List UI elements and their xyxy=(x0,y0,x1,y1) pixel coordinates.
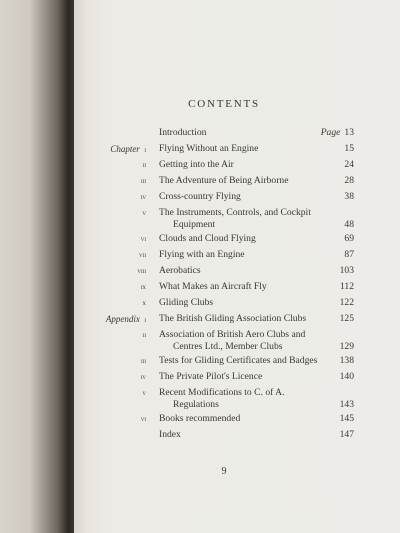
toc-entry-label: Chapter i xyxy=(110,144,146,154)
toc-entry-title-line: Tests for Gliding Certificates and Badges xyxy=(159,355,318,366)
toc-entry-page-number: 15 xyxy=(344,143,354,154)
toc-entry-title-line: The Adventure of Being Airborne xyxy=(159,175,289,186)
toc-entry-title xyxy=(159,127,319,139)
toc-entry-page-number: 87 xyxy=(344,249,354,260)
toc-entry-label: vi xyxy=(140,234,146,243)
toc-entry-label: viii xyxy=(137,266,146,275)
toc-entry-page-number: 129 xyxy=(339,341,354,352)
toc-entry-page-number: 103 xyxy=(339,265,354,276)
toc-entry-label: v xyxy=(142,388,146,397)
toc-entry-title xyxy=(159,281,319,293)
toc-entry-page xyxy=(299,355,354,367)
book-binding-gutter xyxy=(0,0,74,533)
toc-entry-page-number: 38 xyxy=(344,191,354,202)
toc-entry-page xyxy=(299,265,354,277)
toc-entry-page-number: 145 xyxy=(339,413,354,424)
toc-entry-page-number: 138 xyxy=(339,355,354,366)
toc-entry-label: ix xyxy=(140,282,146,291)
toc-entry-title-line: Cross-country Flying xyxy=(159,191,241,202)
toc-entry-page xyxy=(299,127,354,139)
toc-entry-title xyxy=(159,313,319,325)
toc-entry-label: vii xyxy=(139,250,146,259)
toc-entry-page xyxy=(299,341,354,353)
page-word: Page xyxy=(320,127,341,138)
toc-entry-label: v xyxy=(142,208,146,217)
toc-entry-title xyxy=(159,429,319,441)
toc-entry-title-line: Recent Modifications to C. of A. xyxy=(159,387,285,398)
toc-entry-page-number: 24 xyxy=(344,159,354,170)
toc-entry-page-number: 13 xyxy=(344,127,354,138)
toc-entry-title-line: Getting into the Air xyxy=(159,159,234,170)
toc-entry-page-number: 112 xyxy=(339,281,354,292)
toc-entry-title xyxy=(159,371,319,383)
toc-entry-page-number: 147 xyxy=(339,429,354,440)
toc-entry-label: iii xyxy=(141,176,146,185)
toc-entry-title-continuation: Regulations xyxy=(173,399,219,410)
toc-entry-title xyxy=(159,329,319,353)
toc-entry-title xyxy=(159,249,319,261)
toc-entry-title xyxy=(159,175,319,187)
toc-entry-label: ii xyxy=(142,330,146,339)
book-page xyxy=(74,0,400,533)
toc-entry-page xyxy=(299,249,354,261)
toc-entry-title-line: The Instruments, Controls, and Cockpit xyxy=(159,207,311,218)
toc-entry-page-number: 143 xyxy=(339,399,354,410)
toc-entry-title xyxy=(159,191,319,203)
toc-entry-page xyxy=(299,281,354,293)
toc-entry-page-number: 125 xyxy=(339,313,354,324)
toc-entry-page xyxy=(299,175,354,187)
toc-entry-page xyxy=(299,143,354,155)
toc-entry-title xyxy=(159,355,319,367)
toc-entry-title xyxy=(159,143,319,155)
toc-entry-page xyxy=(299,159,354,171)
toc-entry-title-line: The British Gliding Association Clubs xyxy=(159,313,307,324)
toc-entry-label: ii xyxy=(142,160,146,169)
toc-entry-page xyxy=(299,313,354,325)
toc-entry-page-number: 69 xyxy=(344,233,354,244)
toc-entry-title-line: Introduction xyxy=(159,127,207,138)
toc-entry-title xyxy=(159,233,319,245)
toc-entry-page-number: 122 xyxy=(339,297,354,308)
toc-entry-label: Appendix i xyxy=(105,314,146,324)
toc-entry-title-line: Flying Without an Engine xyxy=(159,143,259,154)
toc-entry-title-continuation: Centres Ltd., Member Clubs xyxy=(173,341,283,352)
toc-entry-label: iv xyxy=(140,192,146,201)
toc-entry-title-line: What Makes an Aircraft Fly xyxy=(159,281,267,292)
toc-entry-title-line: Aerobatics xyxy=(159,265,201,276)
toc-entry-page-number: 48 xyxy=(344,219,354,230)
toc-entry-title xyxy=(159,387,319,411)
toc-entry-title xyxy=(159,207,319,231)
toc-entry-title-line: Index xyxy=(159,429,181,440)
toc-entry-title-line: The Private Pilot's Licence xyxy=(159,371,263,382)
toc-entry-page xyxy=(299,413,354,425)
toc-entry-page xyxy=(299,429,354,441)
toc-entry-title-line: Association of British Aero Clubs and xyxy=(159,329,306,340)
toc-entry-title-line: Gliding Clubs xyxy=(159,297,214,308)
toc-entry-title xyxy=(159,159,319,171)
page-number: 9 xyxy=(221,466,227,477)
toc-entry-page xyxy=(299,371,354,383)
toc-entry-page xyxy=(299,219,354,231)
toc-entry-title-line: Books recommended xyxy=(159,413,241,424)
toc-entry-page xyxy=(299,297,354,309)
toc-entry-title-line: Clouds and Cloud Flying xyxy=(159,233,256,244)
toc-entry-label: iv xyxy=(140,372,146,381)
toc-entry-title xyxy=(159,297,319,309)
toc-entry-title-line: Flying with an Engine xyxy=(159,249,245,260)
toc-entry-label: iii xyxy=(141,356,146,365)
toc-entry-title xyxy=(159,265,319,277)
toc-entry-label: x xyxy=(142,298,146,307)
toc-entry-page-number: 28 xyxy=(344,175,354,186)
page-title: CONTENTS xyxy=(188,98,260,110)
toc-entry-page xyxy=(299,191,354,203)
toc-entry-title-continuation: Equipment xyxy=(173,219,216,230)
toc-entry-title xyxy=(159,413,319,425)
toc-entry-label: vi xyxy=(140,414,146,423)
toc-entry-page-number: 140 xyxy=(339,371,354,382)
toc-entry-page xyxy=(299,233,354,245)
toc-entry-page xyxy=(299,399,354,411)
